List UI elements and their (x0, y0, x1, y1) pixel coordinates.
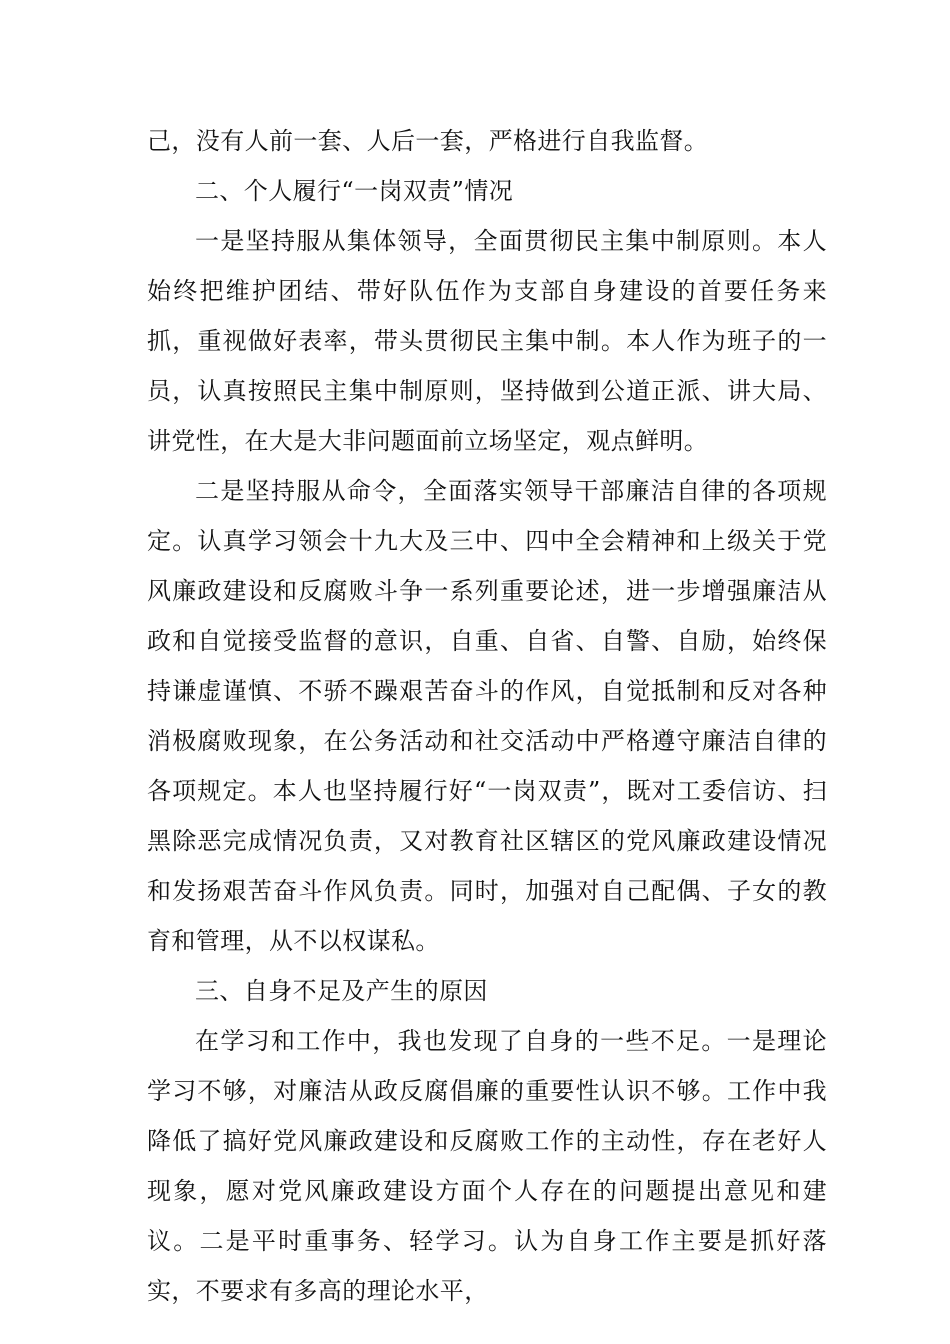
paragraph-shortcomings: 在学习和工作中，我也发现了自身的一些不足。一是理论学习不够，对廉洁从政反腐倡廉的重要性认识不够。工作中我降低了搞好党风廉政建设和反腐败工作的主动性，存在老好人现象，愿对党风廉政建设方面个人存在的问题提出意见和建议。二是平时重事务、轻学习。认为自身工作主要是抓好落实，不要求有多高的理论水平， (147, 1027, 827, 1305)
document-body (147, 116, 827, 1316)
paragraph-collective-leadership: 一是坚持服从集体领导，全面贯彻民主集中制原则。本人始终把维护团结、带好队伍作为支部自身建设的首要任务来抓，重视做好表率，带头贯彻民主集中制。本人作为班子的一员，认真按照民主集中制原则，坚持做到公道正派、讲大局、讲党性，在大是大非问题面前立场坚定，观点鲜明。 (147, 227, 827, 455)
paragraph-self-discipline: 二是坚持服从命令，全面落实领导干部廉洁自律的各项规定。认真学习领会十九大及三中、四中全会精神和上级关于党风廉政建设和反腐败斗争一系列重要论述，进一步增强廉洁从政和自觉接受监督的意识，自重、自省、自警、自励，始终保持谦虚谨慎、不骄不躁艰苦奋斗的作风，自觉抵制和反对各种消极腐败现象，在公务活动和社交活动中严格遵守廉洁自律的各项规定。本人也坚持履行好“一岗双责”，既对工委信访、扫黑除恶完成情况负责，又对教育社区辖区的党风廉政建设情况和发扬艰苦奋斗作风负责。同时，加强对自己配偶、子女的教育和管理，从不以权谋私。 (147, 477, 827, 955)
paragraph-continuation: 己，没有人前一套、人后一套，严格进行自我监督。 (147, 127, 709, 155)
section-heading-two: 二、个人履行“一岗双责”情况 (195, 177, 514, 205)
section-heading-three: 三、自身不足及产生的原因 (195, 977, 488, 1005)
